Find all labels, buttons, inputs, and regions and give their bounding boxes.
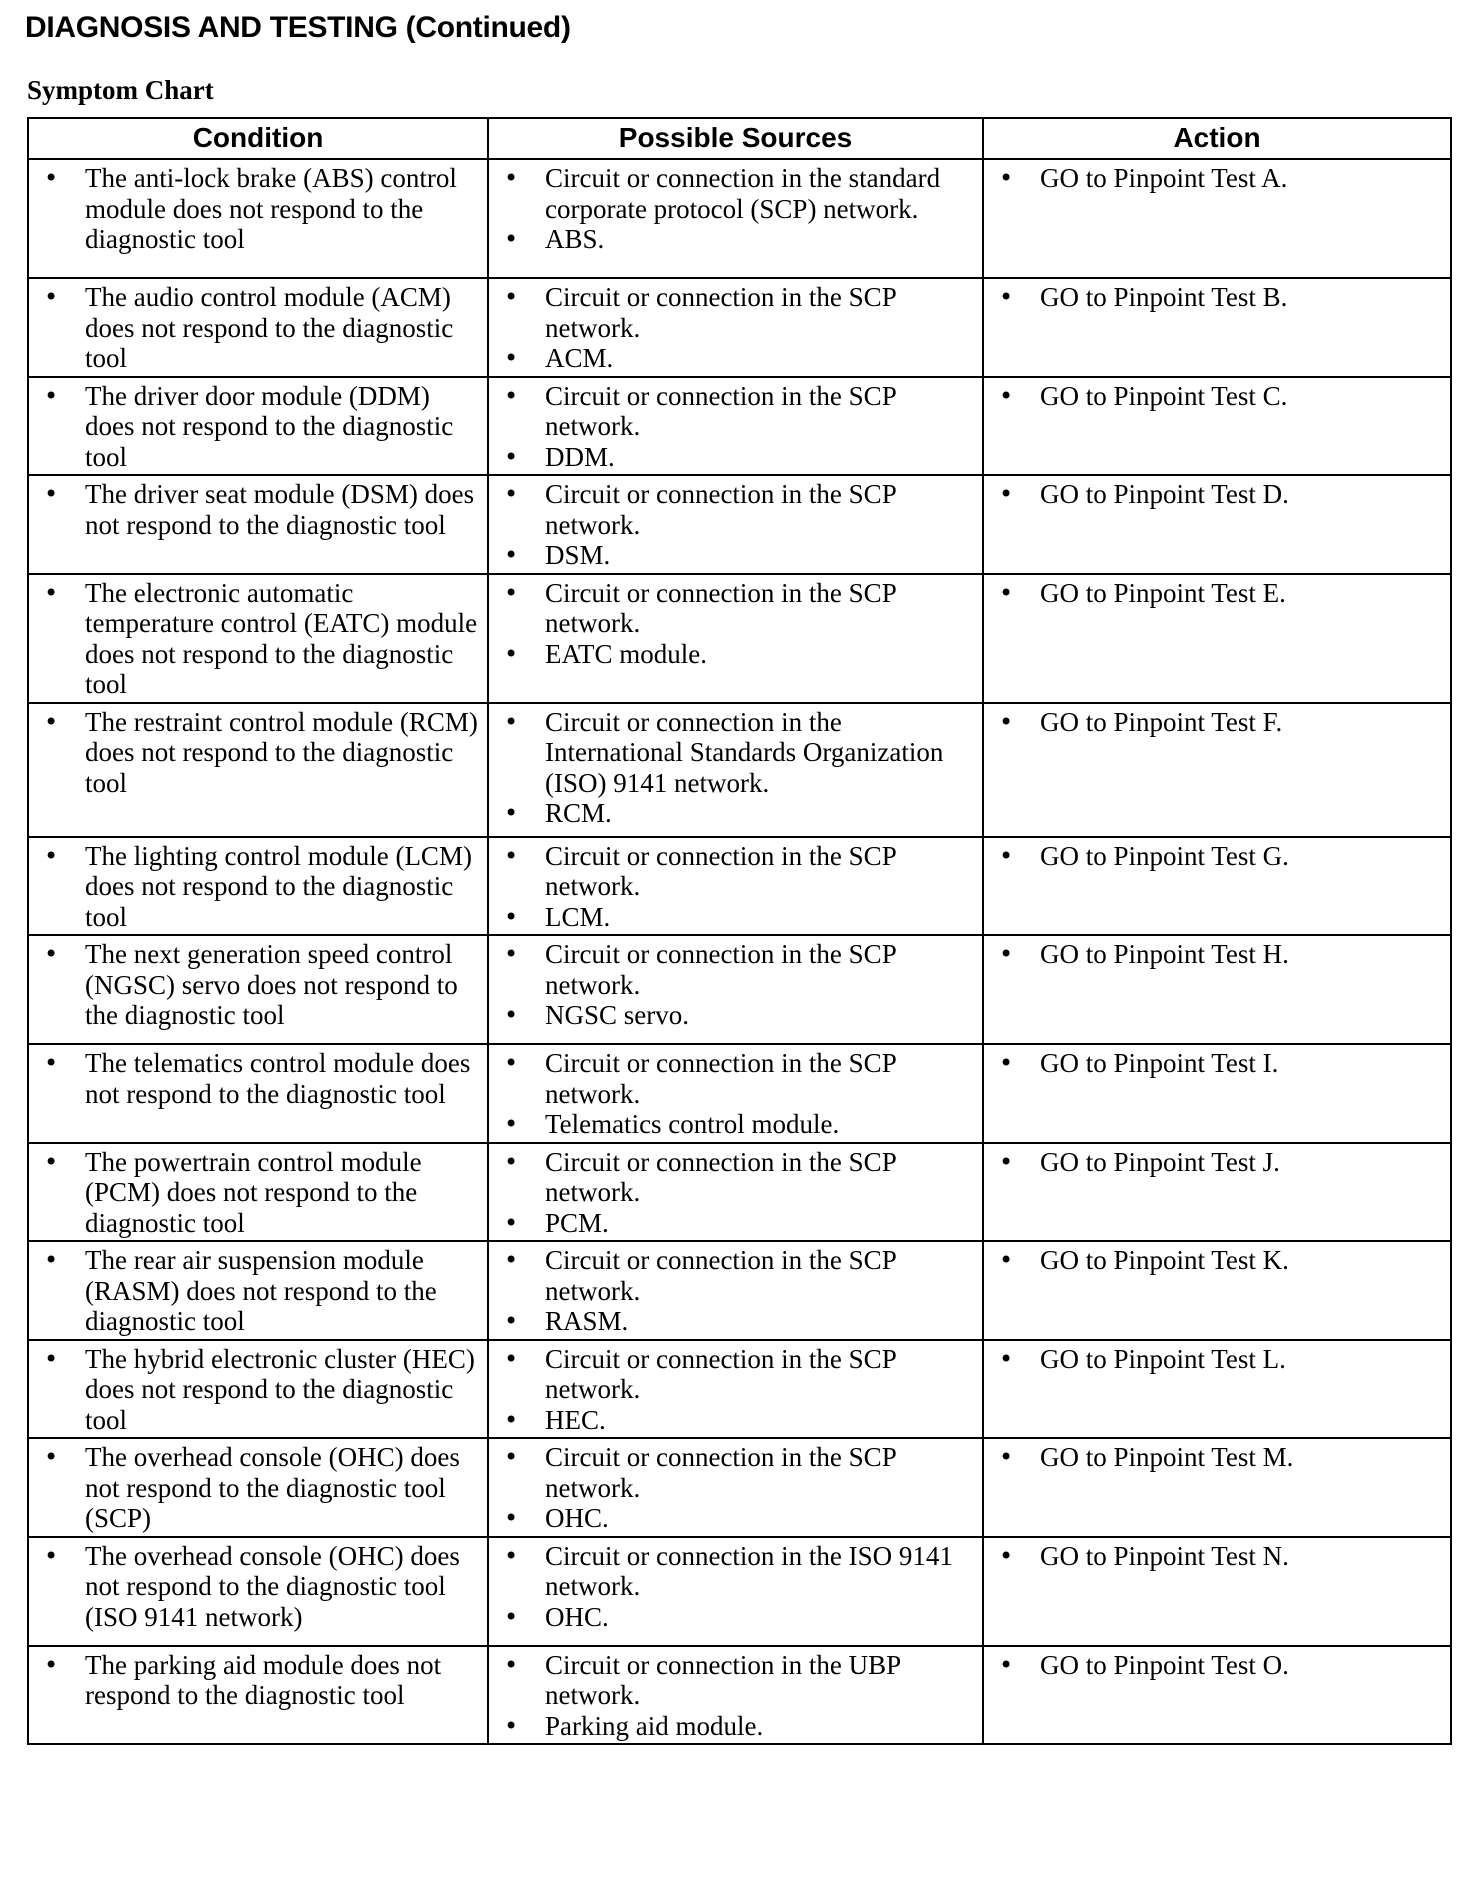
table-row (28, 475, 1451, 574)
possible-sources-cell (488, 1438, 983, 1537)
bullet-item: • GO to Pinpoint Test N. (990, 1541, 1444, 1572)
condition-cell (28, 1646, 488, 1745)
bullet-item: • OHC. (495, 1602, 976, 1633)
bullet-item: • Circuit or connection in the SCP network. (495, 1344, 976, 1405)
bullet-item: • GO to Pinpoint Test L. (990, 1344, 1444, 1375)
bullet-item: • HEC. (495, 1405, 976, 1436)
bullet-item: • Circuit or connection in the SCP network. (495, 841, 976, 902)
condition-cell (28, 475, 488, 574)
bullet-item: • GO to Pinpoint Test A. (990, 163, 1444, 194)
bullet-list (495, 939, 976, 1031)
bullet-list (990, 1147, 1444, 1178)
table-row (28, 159, 1451, 278)
bullet-item: • DSM. (495, 540, 976, 571)
bullet-item: • Circuit or connection in the SCP network. (495, 479, 976, 540)
bullet-list (990, 1048, 1444, 1079)
bullet-list (990, 1245, 1444, 1276)
bullet-item: • The overhead console (OHC) does not respond to the diagnostic tool (SCP) (35, 1442, 481, 1534)
bullet-item: • The driver seat module (DSM) does not respond to the diagnostic tool (35, 479, 481, 540)
possible-sources-cell (488, 703, 983, 837)
bullet-list (35, 163, 481, 255)
bullet-item: • GO to Pinpoint Test C. (990, 381, 1444, 412)
bullet-list (35, 939, 481, 1031)
possible-sources-cell (488, 574, 983, 703)
table-header-row (28, 118, 1451, 159)
bullet-list (990, 381, 1444, 412)
bullet-list (35, 1245, 481, 1337)
bullet-item: • GO to Pinpoint Test O. (990, 1650, 1444, 1681)
bullet-item: • Circuit or connection in the UBP network. (495, 1650, 976, 1711)
bullet-item: • The lighting control module (LCM) does not respond to the diagnostic tool (35, 841, 481, 933)
bullet-item: • Telematics control module. (495, 1109, 976, 1140)
bullet-item: • RCM. (495, 798, 976, 829)
bullet-list (990, 479, 1444, 510)
bullet-list (35, 381, 481, 473)
bullet-list (990, 282, 1444, 313)
bullet-item: • Circuit or connection in the standard corporate protocol (SCP) network. (495, 163, 976, 224)
bullet-list (495, 1442, 976, 1534)
condition-cell (28, 377, 488, 476)
bullet-item: • PCM. (495, 1208, 976, 1239)
column-header-possible-sources: Possible Sources (488, 118, 983, 159)
possible-sources-cell (488, 837, 983, 936)
possible-sources-cell (488, 1241, 983, 1340)
condition-cell (28, 935, 488, 1044)
page-title: DIAGNOSIS AND TESTING (Continued) (25, 11, 571, 44)
bullet-item: • Circuit or connection in the ISO 9141 network. (495, 1541, 976, 1602)
action-cell (983, 1438, 1451, 1537)
bullet-list (990, 1650, 1444, 1681)
bullet-list (990, 939, 1444, 970)
action-cell (983, 837, 1451, 936)
bullet-item: • The electronic automatic temperature control (EATC) module does not respond to the diagnostic tool (35, 578, 481, 700)
action-cell (983, 1143, 1451, 1242)
condition-cell (28, 1044, 488, 1143)
bullet-item: • Circuit or connection in the SCP network. (495, 1048, 976, 1109)
action-cell (983, 159, 1451, 278)
bullet-item: • GO to Pinpoint Test M. (990, 1442, 1444, 1473)
possible-sources-cell (488, 1143, 983, 1242)
table-row (28, 1438, 1451, 1537)
bullet-list (35, 1650, 481, 1711)
action-cell (983, 1241, 1451, 1340)
bullet-item: • The next generation speed control (NGSC) servo does not respond to the diagnostic tool (35, 939, 481, 1031)
bullet-item: • GO to Pinpoint Test J. (990, 1147, 1444, 1178)
action-cell (983, 935, 1451, 1044)
action-cell (983, 1537, 1451, 1646)
bullet-item: • Circuit or connection in the SCP network. (495, 381, 976, 442)
bullet-item: • GO to Pinpoint Test I. (990, 1048, 1444, 1079)
bullet-item: • ABS. (495, 224, 976, 255)
table-body (28, 159, 1451, 1744)
bullet-item: • The hybrid electronic cluster (HEC) does not respond to the diagnostic tool (35, 1344, 481, 1436)
bullet-list (990, 707, 1444, 738)
bullet-item: • The driver door module (DDM) does not respond to the diagnostic tool (35, 381, 481, 473)
bullet-list (990, 1442, 1444, 1473)
condition-cell (28, 1143, 488, 1242)
action-cell (983, 475, 1451, 574)
bullet-list (35, 1541, 481, 1633)
action-cell (983, 574, 1451, 703)
bullet-item: • The overhead console (OHC) does not respond to the diagnostic tool (ISO 9141 network) (35, 1541, 481, 1633)
bullet-list (495, 1650, 976, 1742)
table-row (28, 1646, 1451, 1745)
bullet-list (495, 578, 976, 670)
bullet-list (35, 282, 481, 374)
bullet-item: • GO to Pinpoint Test G. (990, 841, 1444, 872)
bullet-item: • Circuit or connection in the SCP network. (495, 1245, 976, 1306)
bullet-item: • GO to Pinpoint Test K. (990, 1245, 1444, 1276)
table-row (28, 1044, 1451, 1143)
bullet-item: • ACM. (495, 343, 976, 374)
possible-sources-cell (488, 475, 983, 574)
bullet-item: • OHC. (495, 1503, 976, 1534)
table-row (28, 278, 1451, 377)
condition-cell (28, 574, 488, 703)
bullet-list (35, 1048, 481, 1109)
bullet-item: • EATC module. (495, 639, 976, 670)
column-header-action: Action (983, 118, 1451, 159)
bullet-list (35, 1442, 481, 1534)
bullet-item: • DDM. (495, 442, 976, 473)
possible-sources-cell (488, 1646, 983, 1745)
bullet-list (35, 1344, 481, 1436)
condition-cell (28, 1241, 488, 1340)
condition-cell (28, 1537, 488, 1646)
bullet-item: • GO to Pinpoint Test H. (990, 939, 1444, 970)
action-cell (983, 1044, 1451, 1143)
bullet-list (495, 1147, 976, 1239)
bullet-item: • The restraint control module (RCM) does not respond to the diagnostic tool (35, 707, 481, 799)
bullet-list (495, 381, 976, 473)
bullet-list (990, 841, 1444, 872)
condition-cell (28, 703, 488, 837)
table-row (28, 837, 1451, 936)
bullet-list (35, 1147, 481, 1239)
bullet-item: • The audio control module (ACM) does not respond to the diagnostic tool (35, 282, 481, 374)
bullet-list (495, 479, 976, 571)
table-row (28, 1340, 1451, 1439)
symptom-chart-table (27, 117, 1452, 1745)
bullet-list (990, 578, 1444, 609)
condition-cell (28, 837, 488, 936)
possible-sources-cell (488, 1537, 983, 1646)
bullet-item: • GO to Pinpoint Test F. (990, 707, 1444, 738)
possible-sources-cell (488, 935, 983, 1044)
possible-sources-cell (488, 1044, 983, 1143)
bullet-item: • The anti-lock brake (ABS) control module does not respond to the diagnostic tool (35, 163, 481, 255)
bullet-list (990, 1541, 1444, 1572)
bullet-item: • The rear air suspension module (RASM) does not respond to the diagnostic tool (35, 1245, 481, 1337)
bullet-item: • Circuit or connection in the International Standards Organization (ISO) 9141 network. (495, 707, 976, 799)
action-cell (983, 1340, 1451, 1439)
table-row (28, 574, 1451, 703)
condition-cell (28, 278, 488, 377)
bullet-item: • Circuit or connection in the SCP network. (495, 578, 976, 639)
bullet-item: • Circuit or connection in the SCP network. (495, 1147, 976, 1208)
table-row (28, 703, 1451, 837)
bullet-item: • RASM. (495, 1306, 976, 1337)
bullet-list (495, 1245, 976, 1337)
possible-sources-cell (488, 159, 983, 278)
bullet-item: • Parking aid module. (495, 1711, 976, 1742)
bullet-item: • The powertrain control module (PCM) does not respond to the diagnostic tool (35, 1147, 481, 1239)
condition-cell (28, 1340, 488, 1439)
bullet-list (495, 282, 976, 374)
table-row (28, 1537, 1451, 1646)
bullet-list (35, 841, 481, 933)
possible-sources-cell (488, 278, 983, 377)
bullet-list (495, 1048, 976, 1140)
bullet-list (990, 163, 1444, 194)
bullet-item: • Circuit or connection in the SCP network. (495, 1442, 976, 1503)
bullet-list (495, 841, 976, 933)
section-title: Symptom Chart (27, 75, 214, 105)
bullet-item: • The parking aid module does not respond to the diagnostic tool (35, 1650, 481, 1711)
action-cell (983, 1646, 1451, 1745)
table-row (28, 1241, 1451, 1340)
condition-cell (28, 159, 488, 278)
bullet-item: • GO to Pinpoint Test B. (990, 282, 1444, 313)
bullet-item: • GO to Pinpoint Test D. (990, 479, 1444, 510)
table-row (28, 1143, 1451, 1242)
bullet-list (990, 1344, 1444, 1375)
bullet-list (495, 707, 976, 829)
bullet-item: • Circuit or connection in the SCP network. (495, 282, 976, 343)
column-header-condition: Condition (28, 118, 488, 159)
bullet-item: • The telematics control module does not respond to the diagnostic tool (35, 1048, 481, 1109)
possible-sources-cell (488, 1340, 983, 1439)
condition-cell (28, 1438, 488, 1537)
bullet-item: • Circuit or connection in the SCP network. (495, 939, 976, 1000)
action-cell (983, 377, 1451, 476)
bullet-list (495, 1344, 976, 1436)
possible-sources-cell (488, 377, 983, 476)
bullet-item: • NGSC servo. (495, 1000, 976, 1031)
bullet-list (495, 1541, 976, 1633)
bullet-list (35, 578, 481, 700)
bullet-item: • LCM. (495, 902, 976, 933)
table-row (28, 377, 1451, 476)
bullet-list (35, 707, 481, 799)
bullet-list (495, 163, 976, 255)
bullet-list (35, 479, 481, 540)
action-cell (983, 703, 1451, 837)
table-row (28, 935, 1451, 1044)
action-cell (983, 278, 1451, 377)
bullet-item: • GO to Pinpoint Test E. (990, 578, 1444, 609)
